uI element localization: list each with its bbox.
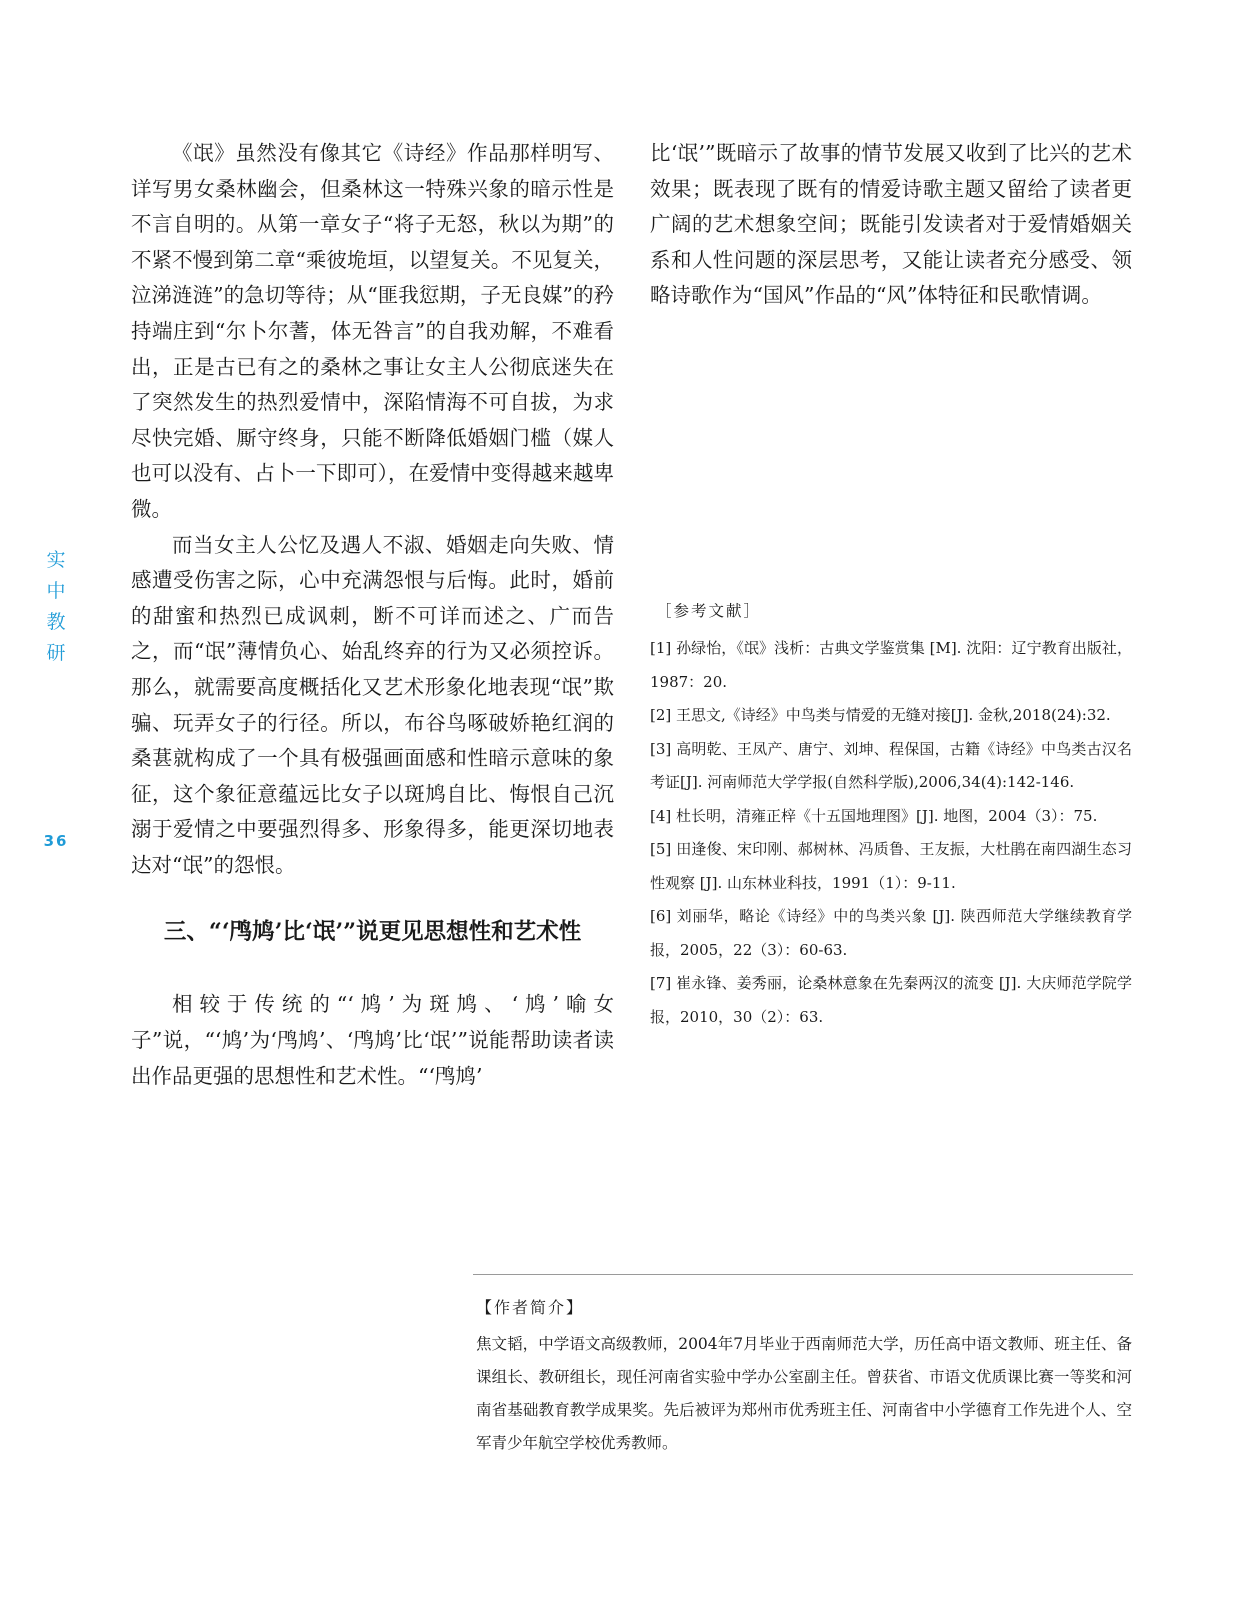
author-bio-section	[476, 1294, 1132, 1460]
body-paragraph: 《氓》虽然没有像其它《诗经》作品那样明写、详写男女桑林幽会，但桑林这一特殊兴象的暗示性是不言自明的。从第一章女子“将子无怒，秋以为期”的不紧不慢到第二章“乘彼垝垣，以望复关。不见复关，泣涕涟涟”的急切等待；从“匪我愆期，子无良媒”的矜持端庄到“尔卜尔蓍，体无咎言”的自我劝解，不难看出，正是古已有之的桑林之事让女主人公彻底迷失在了突然发生的热烈爱情中，深陷情海不可自拔，为求尽快完婚、厮守终身，只能不断降低婚姻门槛（媒人也可以没有、占卜一下即可），在爱情中变得越来越卑微。	[131, 141, 614, 521]
reference-item: [3] 高明乾、王凤产、唐宁、刘坤、程保国，古籍《诗经》中鸟类古汉名考证[J]. 河南师范大学学报(自然科学版),2006,34(4):142-146.	[650, 739, 1132, 791]
journal-name-char: 研	[46, 642, 66, 664]
author-bio-title: 【作者简介】	[476, 1298, 585, 1317]
left-column	[131, 136, 614, 1094]
reference-item: [1] 孙绿怡，《氓》浅析：古典文学鉴赏集 [M]. 沈阳：辽宁教育出版社，1987：20.	[650, 639, 1132, 691]
journal-name-char: 教	[46, 611, 66, 633]
body-paragraph: 相较于传统的“‘鸠’为斑鸠、‘鸠’喻女子”说，“‘鸠’为‘鸤鸠’、‘鸤鸠’比‘氓’”说能帮助读者读出作品更强的思想性和艺术性。“‘鸤鸠’	[131, 992, 614, 1088]
reference-item: [5] 田逢俊、宋印刚、郝树林、冯质鲁、王友振，大杜鹃在南四湖生态习性观察 [J]. 山东林业科技，1991（1）：9-11.	[650, 840, 1132, 892]
reference-item: [7] 崔永锋、姜秀丽，论桑林意象在先秦两汉的流变 [J]. 大庆师范学院学报，2010，30（2）：63.	[650, 974, 1132, 1026]
author-bio-text: 焦文韬，中学语文高级教师，2004年7月毕业于西南师范大学，历任高中语文教师、班主任、备课组长、教研组长，现任河南省实验中学办公室副主任。曾获省、市语文优质课比赛一等奖和河南省基础教育教学成果奖。先后被评为郑州市优秀班主任、河南省中小学德育工作先进个人、空军青少年航空学校优秀教师。	[476, 1335, 1132, 1452]
body-paragraph: 而当女主人公忆及遇人不淑、婚姻走向失败、情感遭受伤害之际，心中充满怨恨与后悔。此时，婚前的甜蜜和热烈已成讽刺，断不可详而述之、广而告之，而“氓”薄情负心、始乱终弃的行为又必须控诉。那么，就需要高度概括化又艺术形象化地表现“氓”欺骗、玩弄女子的行径。所以，布谷鸟啄破娇艳红润的桑葚就构成了一个具有极强画面感和性暗示意味的象征，这个象征意蕴远比女子以斑鸠自比、悔恨自己沉溺于爱情之中要强烈得多、形象得多，能更深切地表达对“氓”的怨恨。	[131, 532, 614, 877]
right-column	[650, 136, 1132, 314]
body-paragraph: 比‘氓’”既暗示了故事的情节发展又收到了比兴的艺术效果；既表现了既有的情爱诗歌主题又留给了读者更广阔的艺术想象空间；既能引发读者对于爱情婚姻关系和人性问题的深层思考，又能让读者充分感受、领略诗歌作为“国风”作品的“风”体特征和民歌情调。	[650, 141, 1132, 308]
reference-item: [2] 王思文,《诗经》中鸟类与情爱的无缝对接[J]. 金秋,2018(24):32.	[650, 706, 1111, 724]
journal-name-char: 实	[46, 549, 66, 571]
reference-item: [4] 杜长明，清雍正梓《十五国地理图》[J]. 地图，2004（3）：75.	[650, 806, 1098, 825]
references-title: ［参考文献］	[656, 602, 762, 620]
references-section	[650, 600, 1132, 1034]
journal-name-char: 中	[46, 580, 66, 602]
section-heading: 三、“‘鸤鸠’比‘氓’”说更见思想性和艺术性	[163, 919, 582, 946]
page-number: 36	[43, 832, 69, 850]
reference-item: [6] 刘丽华，略论《诗经》中的鸟类兴象 [J]. 陕西师范大学继续教育学报，2005，22（3）：60-63.	[650, 907, 1132, 959]
divider	[473, 1274, 1133, 1275]
journal-name-vertical	[44, 545, 68, 669]
